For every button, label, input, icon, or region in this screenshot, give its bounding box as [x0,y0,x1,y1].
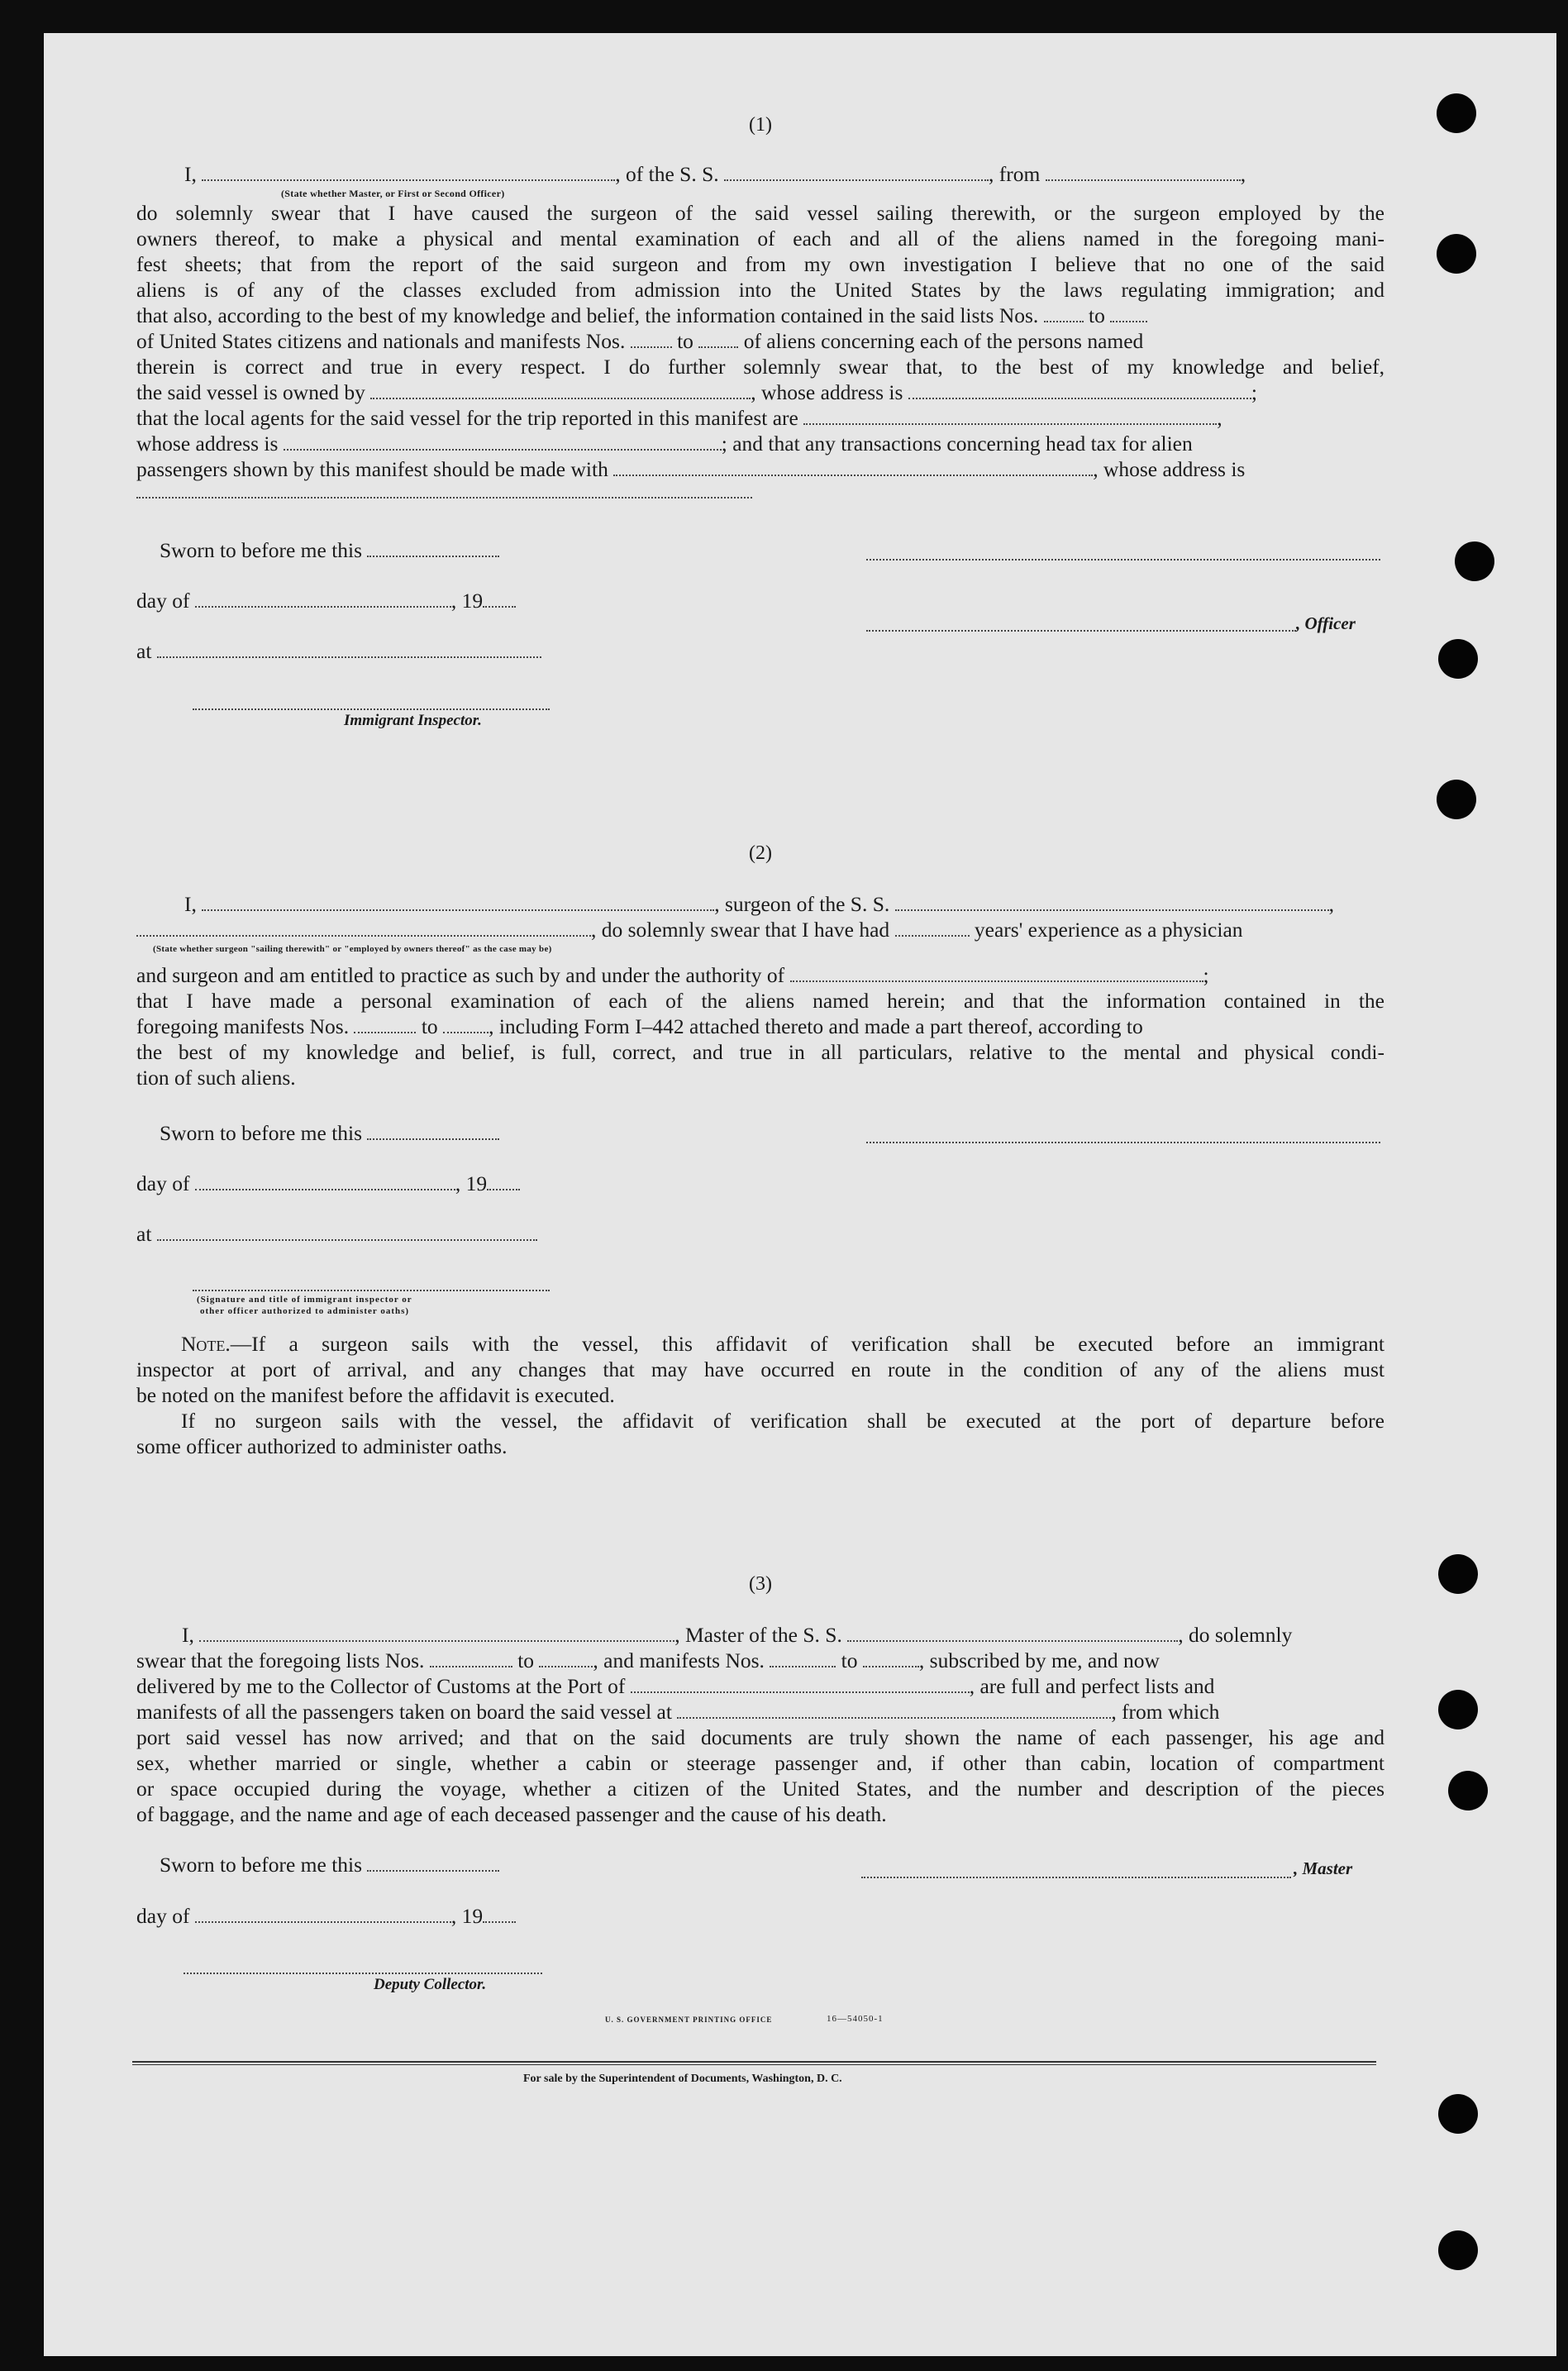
text: I, [184,162,197,186]
text: aliens is of any of the classes excluded from admission into the United States by the laws regulating immigration; and [136,278,1385,302]
text: do solemnly swear that I have caused the surgeon of the said vessel sailing therewith, or the surgeon employed by the [136,201,1385,225]
text: , Master of the S. S. [674,1623,842,1647]
text: , do solemnly swear that I have had [591,918,890,942]
text: delivered by me to the Collector of Customs at the Port of [136,1674,626,1698]
sworn-date-field[interactable] [367,541,499,557]
text: day of [136,1904,190,1928]
section-number: (2) [749,842,772,864]
text: port said vessel has now arrived; and that on the said documents are truly shown the name of each passenger, his age and [136,1725,1385,1749]
officer-signature-line[interactable] [866,559,1380,561]
vessel-name-field[interactable] [724,165,989,181]
agents-field[interactable] [803,408,1217,425]
place-field[interactable] [157,642,541,658]
text: , whose address is [1093,457,1246,481]
port-from-field[interactable] [1046,165,1241,181]
punch-hole [1437,234,1476,274]
text: that also, according to the best of my knowledge and belief, the information contained in the said lists Nos. [136,303,1039,327]
section-number: (3) [749,1573,772,1595]
signature-caption: (Signature and title of immigrant inspector or [197,1295,412,1305]
text: , from which [1111,1700,1220,1724]
footer-rule [132,2061,1376,2063]
punch-hole [1438,1690,1478,1729]
punch-hole [1437,93,1476,133]
year-field[interactable] [487,1174,520,1190]
punch-hole [1437,780,1476,819]
port-field[interactable] [631,1677,970,1693]
text: Sworn to before me this [160,1121,363,1145]
text: therein is correct and true in every respect. I do further solemnly swear that, to the best of my knowledge and belief, [136,355,1385,379]
signature-caption: other officer authorized to administer oaths) [200,1306,410,1316]
punch-hole [1455,541,1494,581]
text: , [1217,406,1222,430]
embarkation-port-field[interactable] [677,1702,1111,1719]
text: , do solemnly [1178,1623,1293,1647]
text: to [841,1648,858,1672]
text: of baggage, and the name and age of each deceased passenger and the cause of his death. [136,1802,887,1826]
month-field[interactable] [195,1906,451,1923]
text: tion of such aliens. [136,1066,296,1090]
text: , from [989,162,1041,186]
month-field[interactable] [195,1174,455,1190]
text: day of [136,1171,190,1195]
field-caption: (State whether Master, or First or Second Officer) [281,188,505,199]
text: some officer authorized to administer oaths. [136,1434,508,1458]
text: , 19 [450,589,484,613]
punch-hole [1438,2094,1478,2134]
vessel-name-field[interactable] [895,894,1329,911]
text: be noted on the manifest before the affidavit is executed. [136,1383,615,1407]
punch-hole [1438,2230,1478,2270]
agents-address-field[interactable] [284,434,722,451]
year-field[interactable] [483,1906,516,1923]
punch-hole [1438,1554,1478,1594]
field-caption: (State whether surgeon "sailing therewith" or "employed by owners thereof" as the case may be) [153,944,552,954]
surgeon-status-field[interactable] [136,920,591,937]
punch-hole [1448,1771,1488,1810]
text: to [517,1648,535,1672]
oath-officer: I, , of the S. S. , from , (State whether Master, or First or Second Officer) do solemnly swear that I have caused the surgeon of the said vessel sailing therewith, or the surgeon employed by the owners thereof, to make a physical and mental examination of each and all of the aliens named in the foregoing mani- fest sheets; that from the report of the said surgeon and from my own investigation I believe that no one of the said aliens is of any of the classes excluded from admission into the United States by the laws regulating immigration; and that also, according to the best of my knowledge and belief, the information contained in the said lists Nos. to of United States citizens and nationals and manifests Nos. to of aliens concerning each of the persons named therein is correct and true in every respect. I do further solemnly swear that, to the best of my knowledge and belief, the said vessel is owned by , whose address is ; that the local agents for the said vessel for the trip reported in this manifest are , whose address is ; and that any transactions concerning head tax for alien passengers shown by this manifest should be made with , whose address is [136,161,1385,499]
text: manifests of all the passengers taken on board the said vessel at [136,1700,672,1724]
text: inspector at port of arrival, and any changes that may have occurred en route in the condition of any of the aliens must [136,1357,1385,1381]
text: or space occupied during the voyage, whether a citizen of the United States, and the number and description of the pieces [136,1777,1385,1801]
owner-address-field[interactable] [908,383,1251,399]
punch-hole [1438,639,1478,679]
text: to [677,329,693,353]
master-label: , Master [1294,1858,1353,1878]
text: Sworn to before me this [160,538,363,562]
text: the said vessel is owned by [136,380,365,404]
oath-master [136,1622,1385,1827]
note-label: Note. [181,1332,231,1356]
manifest-no-to-field[interactable] [443,1017,489,1033]
collector-signature-line[interactable] [183,1973,542,1974]
text: I, [184,892,197,916]
head-tax-address-field[interactable] [136,482,752,499]
list-no-from-field[interactable] [1044,306,1084,322]
inspector-label: Immigrant Inspector. [344,712,482,729]
text: that the local agents for the said vessel for the trip reported in this manifest are [136,406,798,430]
inspector-signature-line[interactable] [193,1290,550,1291]
manifest-no-to-field[interactable] [863,1651,919,1667]
text: —If a surgeon sails with the vessel, this affidavit of verification shall be executed before an immigrant [230,1332,1385,1356]
jurat-2 [136,1120,1385,1247]
head-tax-field[interactable] [613,460,1093,476]
owner-field[interactable] [370,383,751,399]
text: at [136,639,152,663]
text: ; [1203,963,1209,987]
manifest-no-to-field[interactable] [698,332,738,348]
text: , and manifests Nos. [593,1648,765,1672]
vessel-name-field[interactable] [847,1625,1178,1642]
text: to [421,1014,438,1038]
authority-field[interactable] [790,966,1203,982]
section-number: (1) [749,114,772,136]
text: foregoing manifests Nos. [136,1014,350,1038]
years-field[interactable] [895,920,970,937]
text: Sworn to before me this [160,1853,363,1877]
jurat-1 [136,537,1385,664]
text: and surgeon and am entitled to practice as such by and under the authority of [136,963,785,987]
text: of aliens concerning each of the persons named [743,329,1144,353]
master-signature-line[interactable] [861,1877,1291,1878]
text: swear that the foregoing lists Nos. [136,1648,425,1672]
text: the best of my knowledge and belief, is full, correct, and true in all particulars, relative to the mental and physical condi- [136,1040,1385,1064]
place-field[interactable] [157,1224,537,1241]
surgeon-name-field[interactable] [202,894,714,911]
text: to [1089,303,1105,327]
text: , of the S. S. [615,162,719,186]
list-no-from-field[interactable] [430,1651,512,1667]
sale-notice: For sale by the Superintendent of Documents, Washington, D. C. [523,2073,842,2085]
text: , including Form I–442 attached thereto and made a part thereof, according to [489,1014,1143,1038]
manifest-no-from-field[interactable] [770,1651,836,1667]
text: of United States citizens and nationals and manifests Nos. [136,329,626,353]
officer-rank-field[interactable] [202,165,615,181]
text: , are full and perfect lists and [969,1674,1215,1698]
text: years' experience as a physician [974,918,1243,942]
list-no-to-field[interactable] [539,1651,593,1667]
note [136,1331,1385,1459]
jurat-3 [136,1852,1385,1929]
manifest-no-from-field[interactable] [354,1017,416,1033]
text: , [1328,892,1335,916]
text: fest sheets; that from the report of the said surgeon and from my own investigation I believe that no one of the said [136,252,1385,276]
manifest-no-from-field[interactable] [631,332,672,348]
collector-label: Deputy Collector. [374,1976,487,1993]
text: , 19 [455,1171,488,1195]
officer-title-line[interactable] [866,630,1296,632]
text: ; and that any transactions concerning head tax for alien [721,432,1193,456]
footer-rule [132,2064,1376,2065]
text: I, [182,1623,194,1647]
master-name-field[interactable] [199,1625,674,1642]
text: that I have made a personal examination of each of the aliens named herein; and that the information contained in the [136,989,1385,1013]
surgeon-signature-line[interactable] [866,1142,1380,1143]
month-field[interactable] [195,591,451,608]
text: whose address is [136,432,279,456]
text: ; [1251,380,1257,404]
text: , subscribed by me, and now [918,1648,1160,1672]
text: , whose address is [751,380,903,404]
oath-surgeon [136,891,1385,1090]
list-no-to-field[interactable] [1110,306,1147,322]
text: sex, whether married or single, whether a cabin or steerage passenger and, if other than cabin, location of compartment [136,1751,1385,1775]
text: , 19 [450,1904,484,1928]
printing-office: U. S. GOVERNMENT PRINTING OFFICE [605,2016,773,2024]
text: If no surgeon sails with the vessel, the affidavit of verification shall be executed at the port of departure before [181,1409,1385,1433]
inspector-signature-line[interactable] [193,708,550,710]
sworn-date-field[interactable] [367,1855,499,1872]
text: day of [136,589,190,613]
text: at [136,1222,152,1246]
text: owners thereof, to make a physical and mental examination of each and all of the aliens named in the foregoing mani- [136,227,1385,250]
sworn-date-field[interactable] [367,1123,499,1140]
year-field[interactable] [483,591,516,608]
text: , surgeon of the S. S. [714,892,890,916]
text: passengers shown by this manifest should be made with [136,457,608,481]
officer-label: , Officer [1296,613,1356,633]
form-number: 16—54050-1 [827,2014,884,2024]
